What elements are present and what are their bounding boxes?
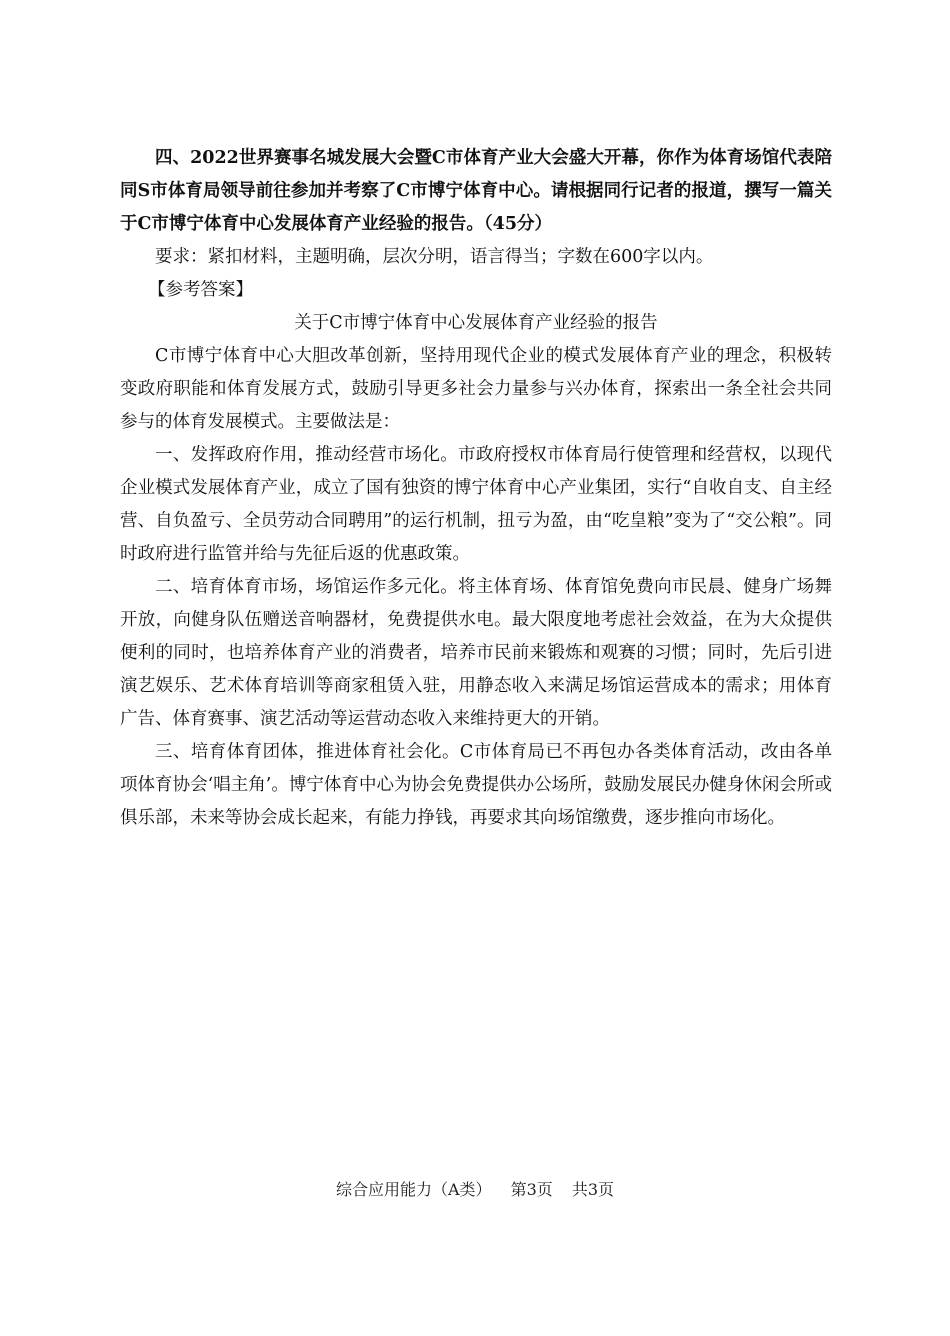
report-paragraph-3: 三、培育体育团体，推进体育社会化。C市体育局已不再包办各类体育活动，改由各单项体育协会‘唱主角’。博宁体育中心为协会免费提供办公场所，鼓励发展民办健身休闲会所或俱乐部，未来等协会成长起来，有能力挣钱，再要求其向场馆缴费，逐步推向市场化。	[120, 742, 832, 828]
footer-page-total: 共3页	[571, 1180, 615, 1199]
document-body	[120, 142, 832, 835]
footer-page-number: 第3页	[510, 1180, 553, 1199]
report-title: 关于C市博宁体育中心发展体育产业经验的报告	[294, 313, 658, 333]
question-prompt: 四、2022世界赛事名城发展大会暨C市体育产业大会盛大开幕，你作为体育场馆代表陪同S市体育局领导前往参加并考察了C市博宁体育中心。请根据同行记者的报道，撰写一篇关于C市博宁体育中心发展体育产业经验的报告。（45分）	[120, 148, 832, 234]
report-paragraph-1: 一、发挥政府作用，推动经营市场化。市政府授权市体育局行使管理和经营权，以现代企业模式发展体育产业，成立了国有独资的博宁体育中心产业集团，实行“自收自支、自主经营、自负盈亏、全员劳动合同聘用”的运行机制，扭亏为盈，由“吃皇粮”变为了“交公粮”。同时政府进行监管并给与先征后返的优惠政策。	[120, 445, 832, 564]
footer-subject: 综合应用能力（A类）	[335, 1180, 492, 1199]
page-footer	[0, 1178, 950, 1202]
answer-label: 【参考答案】	[148, 280, 253, 300]
requirement-text: 要求：紧扣材料，主题明确，层次分明，语言得当；字数在600字以内。	[155, 247, 714, 267]
report-intro-paragraph: C市博宁体育中心大胆改革创新，坚持用现代企业的模式发展体育产业的理念，积极转变政府职能和体育发展方式，鼓励引导更多社会力量参与兴办体育，探索出一条全社会共同参与的体育发展模式。主要做法是：	[120, 346, 832, 432]
report-paragraph-2: 二、培育体育市场，场馆运作多元化。将主体育场、体育馆免费向市民晨、健身广场舞开放，向健身队伍赠送音响器材，免费提供水电。最大限度地考虑社会效益，在为大众提供便利的同时，也培养体育产业的消费者，培养市民前来锻炼和观赛的习惯；同时，先后引进演艺娱乐、艺术体育培训等商家租赁入驻，用静态收入来满足场馆运营成本的需求；用体育广告、体育赛事、演艺活动等运营动态收入来维持更大的开销。	[120, 577, 832, 729]
